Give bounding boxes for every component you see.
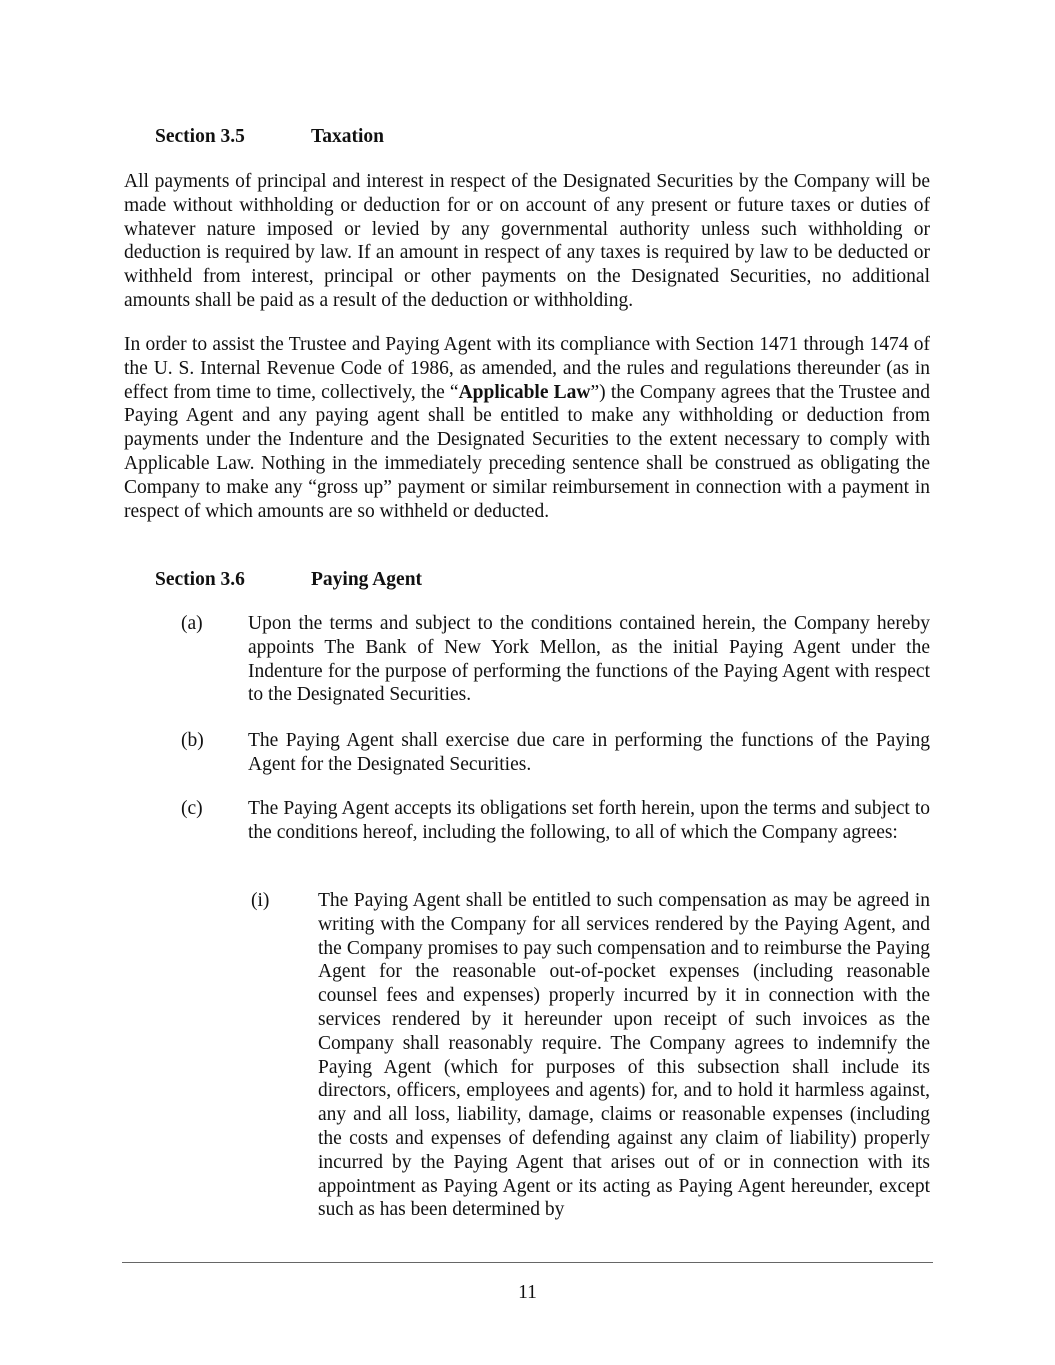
taxation-paragraph-2-start: In order to assist the Trustee and Paying Agent with its compliance with Section 1471 through 1474 of the U. S. Internal Revenue Code of 1986, as amended, and the rules and regulations thereunder (as in effect from time to time, collectively, the “ <box>124 334 930 403</box>
page-number: 11 <box>518 1282 537 1303</box>
footer-divider <box>122 1262 933 1263</box>
paying-agent-item-a <box>181 612 930 707</box>
paying-agent-item-c <box>181 797 930 845</box>
item-text: The Paying Agent shall exercise due care in performing the functions of the Paying Agent for the Designated Securities. <box>248 730 930 775</box>
section-3-6-number: Section 3.6 <box>155 569 245 590</box>
section-3-5-number: Section 3.5 <box>155 126 245 147</box>
item-text: Upon the terms and subject to the conditions contained herein, the Company hereby appoints The Bank of New York Mellon, as the initial Paying Agent under the Indenture for the purpose of performing the functions of the Paying Agent with respect to the Designated Securities. <box>248 613 930 706</box>
section-3-5-heading <box>155 125 384 149</box>
item-label: (c) <box>181 798 203 819</box>
paying-agent-subitem-i <box>251 889 930 1222</box>
item-label: (b) <box>181 730 204 751</box>
taxation-paragraph-1: All payments of principal and interest in respect of the Designated Securities by the Company will be made without withholding or deduction for or on account of any present or future taxes or duties of whatever nature imposed or levied by any governmental authority unless such withholding or deduction is required by law. If an amount in respect of any taxes is required by law to be deducted or withheld from interest, principal or other payments on the Designated Securities, no additional amounts shall be paid as a result of the deduction or withholding. <box>124 171 930 311</box>
item-label: (a) <box>181 613 203 634</box>
subitem-text: The Paying Agent shall be entitled to such compensation as may be agreed in writing with the Company for all services rendered by the Paying Agent, and the Company promises to pay such compensation and to reimburse the Paying Agent for the reasonable out-of-pocket expenses (including reasonable counsel fees and expenses) properly incurred by it in connection with the services rendered by it hereunder upon receipt of such invoices as the Company shall reasonably require. The Company agrees to indemnify the Paying Agent (which for purposes of this subsection shall include its directors, officers, employees and agents) for, and to hold it harmless against, any and all loss, liability, damage, claims or reasonable expenses (including the costs and expenses of defending against any claim of liability) properly incurred by the Paying Agent that arises out of or in connection with its appointment as Paying Agent or its acting as Paying Agent hereunder, except such as has been determined by <box>318 890 930 1221</box>
paying-agent-item-b <box>181 729 930 777</box>
item-text: The Paying Agent accepts its obligations set forth herein, upon the terms and subject to the conditions hereof, including the following, to all of which the Company agrees: <box>248 798 930 843</box>
section-3-6-heading <box>155 568 422 592</box>
subitem-label: (i) <box>251 890 270 911</box>
taxation-paragraph-2-end: ”) the Company agrees that the Trustee and Paying Agent and any paying agent shall be entitled to make any withholding or deduction from payments under the Indenture and the Designated Securities to the extent necessary to comply with Applicable Law. Nothing in the immediately preceding sentence shall be construed as obligating the Company to make any “gross up” payment or similar reimbursement in connection with a payment in respect of which amounts are so withheld or deducted. <box>124 381 930 522</box>
taxation-paragraph-2 <box>124 333 930 523</box>
applicable-law-term: Applicable Law <box>458 381 591 403</box>
section-3-6-title: Paying Agent <box>311 569 423 590</box>
section-3-5-title: Taxation <box>311 126 384 147</box>
